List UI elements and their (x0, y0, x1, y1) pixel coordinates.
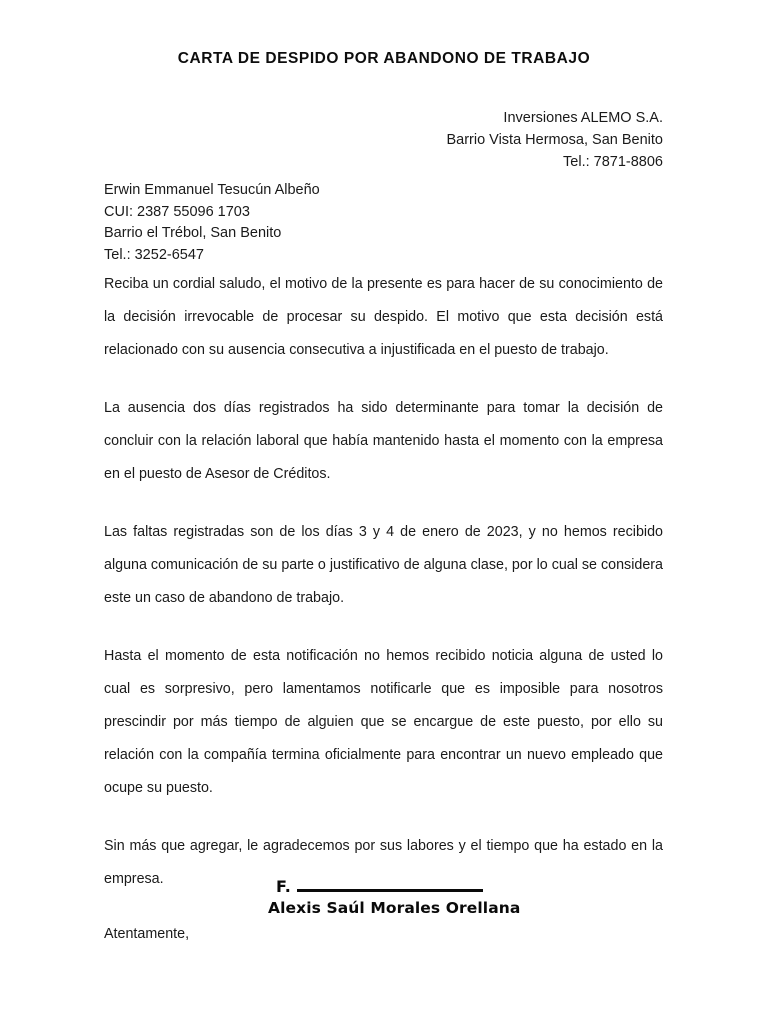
signature-block (104, 878, 663, 917)
body-paragraph-2: La ausencia dos días registrados ha sido determinante para tomar la decisión de concluir con la relación laboral que había mantenido hasta el momento con la empresa en el puesto de Asesor de Créditos. (104, 400, 663, 482)
recipient-address-block (104, 180, 564, 266)
closing-salutation: Atentamente, (104, 926, 190, 942)
page-title: CARTA DE DESPIDO POR ABANDONO DE TRABAJO (177, 50, 591, 67)
signature-line-row (104, 878, 663, 896)
recipient-id: CUI: 2387 55096 1703 (104, 203, 250, 220)
sender-address: Barrio Vista Hermosa, San Benito (446, 132, 663, 148)
body-paragraph-1: Reciba un cordial saludo, el motivo de la presente es para hacer de su conocimiento de la decisión irrevocable de procesar su despido. El motivo que esta decisión está relacionado con su ausencia consecutiva a injustificada en el puesto de trabajo. (104, 276, 663, 358)
sender-address-block (104, 107, 663, 173)
sender-company: Inversiones ALEMO S.A. (503, 110, 663, 126)
body-paragraph-5: Sin más que agregar, le agradecemos por sus labores y el tiempo que ha estado en la empresa. (104, 838, 663, 887)
signature-prefix: F. (276, 877, 292, 896)
signature-rule (297, 889, 483, 892)
recipient-phone: Tel.: 3252-6547 (104, 246, 204, 263)
sender-phone: Tel.: 7871-8806 (563, 154, 663, 170)
recipient-address: Barrio el Trébol, San Benito (104, 225, 282, 241)
recipient-name: Erwin Emmanuel Tesucún Albeño (104, 182, 320, 198)
body-paragraph-3: Las faltas registradas son de los días 3 y 4 de enero de 2023, y no hemos recibido alguna comunicación de su parte o justificativo de alguna clase, por lo cual se considera este un caso de abandono de trabajo. (104, 524, 663, 606)
letter-body (104, 268, 663, 951)
signatory-name: Alexis Saúl Morales Orellana (268, 899, 521, 917)
body-paragraph-4: Hasta el momento de esta notificación no hemos recibido noticia alguna de usted lo cual es sorpresivo, pero lamentamos notificarle que es imposible para nosotros prescindir por más tiempo de alguien que se encargue de este puesto, por ello su relación con la compañía termina oficialmente para encontrar un nuevo empleado que ocupe su puesto. (104, 648, 663, 796)
